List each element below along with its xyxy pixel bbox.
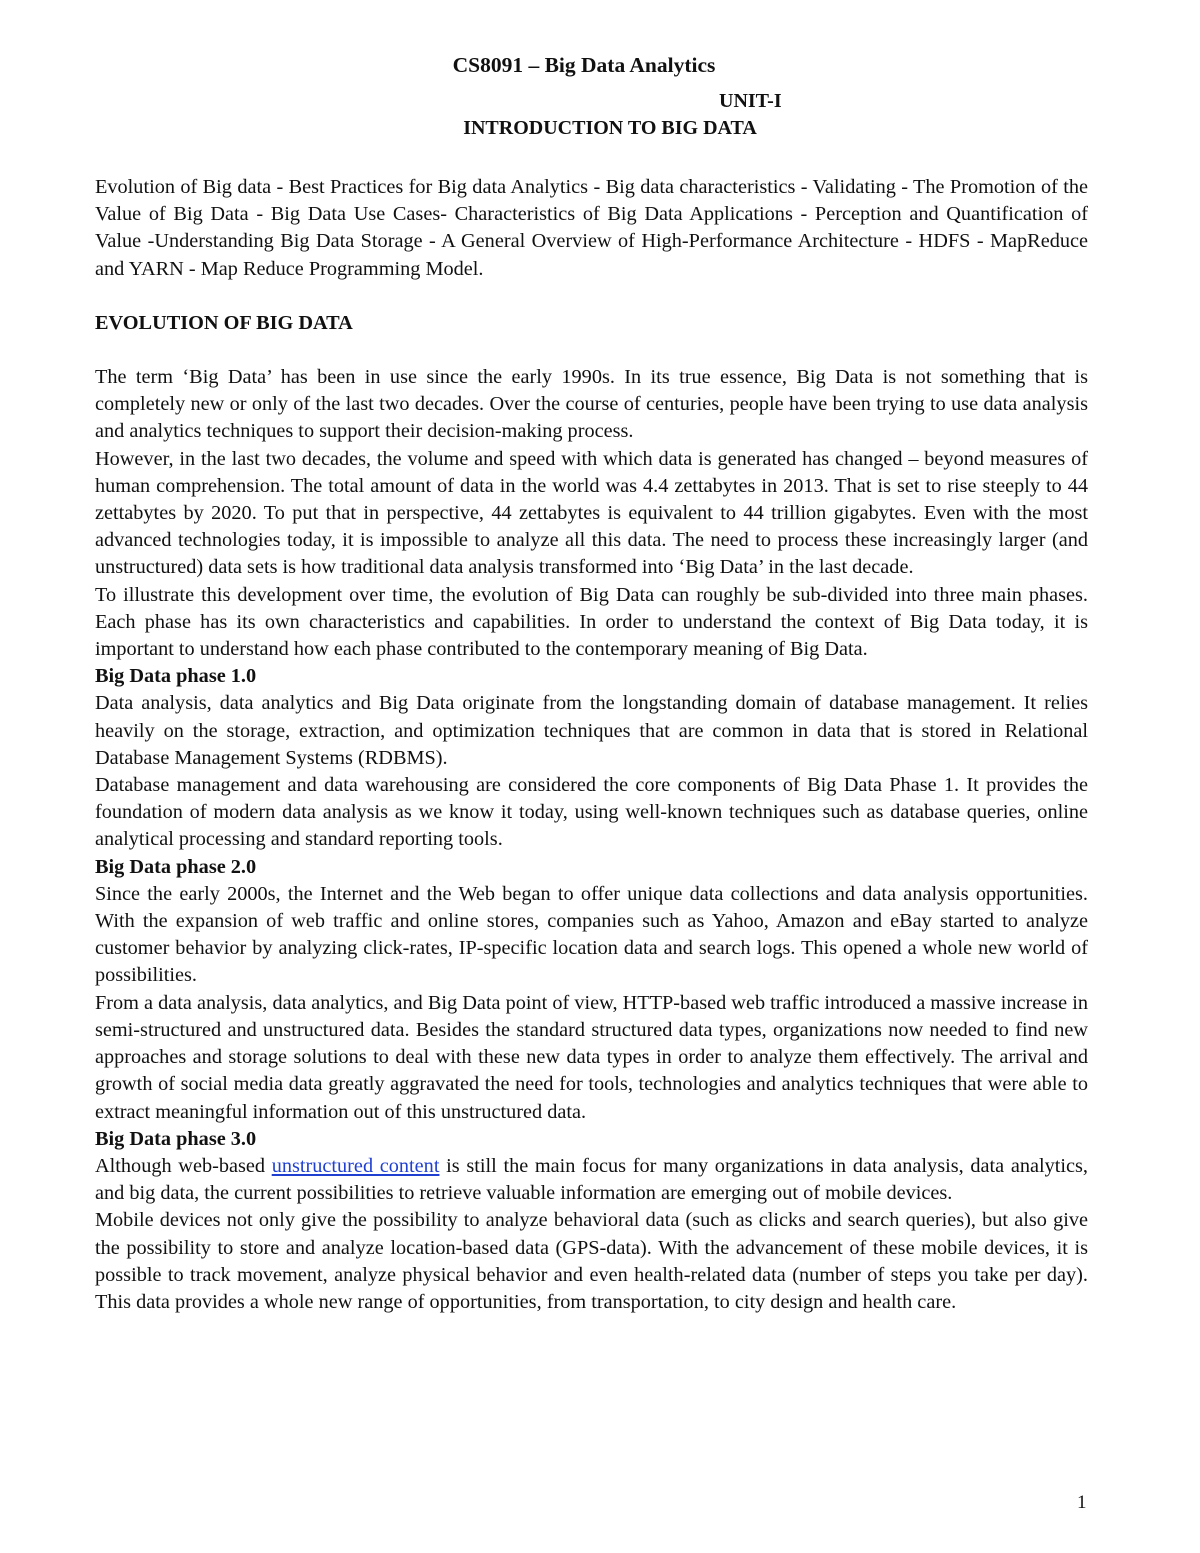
intro-paragraph: However, in the last two decades, the volume and speed with which data is generated has changed – beyond measures of human comprehension. The total amount of data in the world was 4.4 zettabytes in 2013. That is set to rise steeply to 44 zettabytes by 2020. To put that in perspective, 44 zettabytes is equivalent to 44 trillion gigabytes. Even with the most advanced technologies today, it is impossible to analyze all this data. The need to process these increasingly larger (and unstructured) data sets is how traditional data analysis transformed into ‘Big Data’ in the last decade.	[95, 447, 1088, 579]
intro-paragraph: The term ‘Big Data’ has been in use since the early 1990s. In its true essence, Big Data is not something that is completely new or only of the last two decades. Over the course of centuries, people have been trying to use data analysis and analytics techniques to support their decision-making process.	[95, 366, 1088, 443]
course-title: CS8091 – Big Data Analytics	[452, 53, 716, 77]
section-heading: EVOLUTION OF BIG DATA	[95, 311, 353, 334]
syllabus-paragraph: Evolution of Big data - Best Practices for Big data Analytics - Big data characteristics - Validating - The Promotion of the Value of Big Data - Big Data Use Cases- Characteristics of Big Data Applications - Perception and Quantification of Value -Understanding Big Data Storage - A General Overview of High-Performance Architecture - HDFS - MapReduce and YARN - Map Reduce Programming Model.	[95, 176, 1088, 280]
phase1-paragraph: Database management and data warehousing are considered the core components of Big Data Phase 1. It provides the foundation of modern data analysis as we know it today, using well-known techniques such as database queries, online analytical processing and standard reporting tools.	[95, 774, 1088, 851]
phase1-heading: Big Data phase 1.0	[95, 665, 257, 688]
unstructured-content-link[interactable]: unstructured content	[271, 1154, 440, 1177]
page-number: 1	[1077, 1492, 1087, 1513]
phase3-heading: Big Data phase 3.0	[95, 1127, 257, 1150]
document-body	[95, 174, 1088, 1316]
chapter-title: INTRODUCTION TO BIG DATA	[463, 117, 757, 139]
phase2-paragraph: Since the early 2000s, the Internet and the Web began to offer unique data collections and data analysis opportunities. With the expansion of web traffic and online stores, companies such as Yahoo, Amazon and eBay started to analyze customer behavior by analyzing click-rates, IP-specific location data and search logs. This opened a whole new world of possibilities.	[95, 882, 1088, 987]
phase3-paragraph	[95, 1153, 1088, 1207]
intro-paragraph: To illustrate this development over time, the evolution of Big Data can roughly be sub-divided into three main phases. Each phase has its own characteristics and capabilities. In order to understand the context of Big Data today, it is important to understand how each phase contributed to the contemporary meaning of Big Data.	[95, 583, 1088, 661]
unit-title: UNIT-I	[719, 90, 782, 112]
phase3-text-before-link: Although web-based	[95, 1154, 272, 1177]
phase2-paragraph: From a data analysis, data analytics, and Big Data point of view, HTTP-based web traffic introduced a massive increase in semi-structured and unstructured data. Besides the standard structured data types, organizations now needed to find new approaches and storage solutions to deal with these new data types in order to analyze them effectively. The arrival and growth of social media data greatly aggravated the need for tools, technologies and analytics techniques that were able to extract meaningful information out of this unstructured data.	[95, 991, 1088, 1123]
phase2-heading: Big Data phase 2.0	[95, 855, 257, 878]
phase3-paragraph: Mobile devices not only give the possibility to analyze behavioral data (such as clicks and search queries), but also give the possibility to store and analyze location-based data (GPS-data). With the advancement of these mobile devices, it is possible to track movement, analyze physical behavior and even health-related data (number of steps you take per day). This data provides a whole new range of opportunities, from transportation, to city design and health care.	[95, 1209, 1088, 1313]
phase3-text-after-link: is still the main focus for many organizations in data analysis, data analytics, and big data, the current possibilities to retrieve valuable information are emerging out of mobile devices.	[95, 1154, 1088, 1205]
phase1-paragraph: Data analysis, data analytics and Big Data originate from the longstanding domain of database management. It relies heavily on the storage, extraction, and optimization techniques that are common in data that is stored in Relational Database Management Systems (RDBMS).	[95, 692, 1088, 769]
